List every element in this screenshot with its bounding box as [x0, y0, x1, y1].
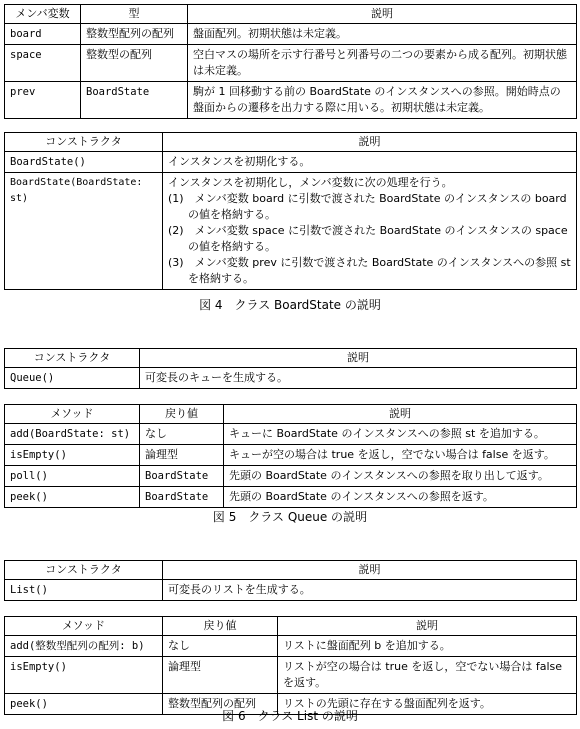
list-method-table [4, 616, 577, 715]
method-return: 整数型配列の配列 [163, 694, 278, 715]
table-header-row [5, 405, 577, 424]
method-return: BoardState [140, 466, 224, 487]
table-header-row [5, 349, 577, 368]
column-header: コンストラクタ [5, 349, 140, 368]
method-name: isEmpty() [5, 445, 140, 466]
table-row [5, 173, 577, 290]
table-row [5, 424, 577, 445]
table-row [5, 445, 577, 466]
queue-method-table [4, 404, 577, 508]
constructor-name: BoardState() [5, 152, 163, 173]
table-row [5, 466, 577, 487]
list-item: (1) メンバ変数 board に引数で渡された BoardState のインスタンスの board の値を格納する。 [168, 192, 567, 221]
column-header: 説明 [163, 561, 577, 580]
method-description: 先頭の BoardState のインスタンスへの参照を取り出して返す。 [224, 466, 577, 487]
constructor-description: インスタンスを初期化し，メンバ変数に次の処理を行う。 [168, 176, 453, 189]
method-description: 先頭の BoardState のインスタンスへの参照を返す。 [224, 487, 577, 508]
constructor-description-cell [163, 173, 577, 290]
column-header: 戻り値 [163, 617, 278, 636]
column-header: メンバ変数 [5, 5, 81, 24]
constructor-description: 可変長のリストを生成する。 [163, 580, 577, 601]
table-row [5, 24, 577, 45]
column-header: 型 [81, 5, 188, 24]
member-name: prev [5, 82, 81, 119]
method-name: peek() [5, 487, 140, 508]
figure-caption: 図 5 クラス Queue の説明 [212, 510, 368, 524]
method-name: isEmpty() [5, 657, 163, 694]
member-type: 整数型の配列 [81, 45, 188, 82]
method-name: poll() [5, 466, 140, 487]
member-description: 空白マスの場所を示す行番号と列番号の二つの要素から成る配列。初期状態は未定義。 [188, 45, 577, 82]
column-header: コンストラクタ [5, 133, 163, 152]
table-header-row [5, 617, 577, 636]
column-header: 説明 [224, 405, 577, 424]
method-return: 論理型 [163, 657, 278, 694]
boardstate-constructor-table [4, 132, 577, 290]
method-name: peek() [5, 694, 163, 715]
member-type: 整数型配列の配列 [81, 24, 188, 45]
method-description: キューが空の場合は true を返し，空でない場合は false を返す。 [224, 445, 577, 466]
column-header: メソッド [5, 617, 163, 636]
table-row [5, 657, 577, 694]
boardstate-member-table [4, 4, 577, 119]
figure-caption: 図 4 クラス BoardState の説明 [199, 298, 381, 312]
constructor-description: 可変長のキューを生成する。 [140, 368, 577, 389]
column-header: コンストラクタ [5, 561, 163, 580]
table-row [5, 636, 577, 657]
member-name: board [5, 24, 81, 45]
list-item: (2) メンバ変数 space に引数で渡された BoardState のインスタンスの space の値を格納する。 [168, 224, 568, 253]
constructor-name: List() [5, 580, 163, 601]
method-return: なし [140, 424, 224, 445]
column-header: メソッド [5, 405, 140, 424]
method-description: キューに BoardState のインスタンスへの参照 st を追加する。 [224, 424, 577, 445]
table-row [5, 368, 577, 389]
method-description: リストが空の場合は true を返し，空でない場合は false を返す。 [278, 657, 577, 694]
constructor-name: BoardState(BoardState: st) [5, 173, 163, 290]
list-constructor-table [4, 560, 577, 601]
column-header: 説明 [188, 5, 577, 24]
constructor-name: Queue() [5, 368, 140, 389]
method-name: add(BoardState: st) [5, 424, 140, 445]
table-row [5, 82, 577, 119]
table-row [5, 152, 577, 173]
queue-constructor-table [4, 348, 577, 389]
table-row [5, 580, 577, 601]
method-return: 論理型 [140, 445, 224, 466]
column-header: 戻り値 [140, 405, 224, 424]
table-row [5, 487, 577, 508]
method-description: リストの先頭に存在する盤面配列を返す。 [278, 694, 577, 715]
method-name: add(整数型配列の配列: b) [5, 636, 163, 657]
table-header-row [5, 5, 577, 24]
column-header: 説明 [163, 133, 577, 152]
member-type: BoardState [81, 82, 188, 119]
process-list [168, 191, 571, 287]
table-row [5, 45, 577, 82]
table-header-row [5, 133, 577, 152]
list-item: (3) メンバ変数 prev に引数で渡された BoardState のインスタンスへの参照 st を格納する。 [168, 256, 571, 285]
member-description: 盤面配列。初期状態は未定義。 [188, 24, 577, 45]
column-header: 説明 [278, 617, 577, 636]
method-description: リストに盤面配列 b を追加する。 [278, 636, 577, 657]
member-name: space [5, 45, 81, 82]
method-return: なし [163, 636, 278, 657]
method-return: BoardState [140, 487, 224, 508]
member-description: 駒が 1 回移動する前の BoardState のインスタンスへの参照。開始時点の盤面からの遷移を出力する際に用いる。初期状態は未定義。 [188, 82, 577, 119]
column-header: 説明 [140, 349, 577, 368]
figure-caption: 図 6 クラス List の説明 [222, 709, 358, 723]
table-header-row [5, 561, 577, 580]
constructor-description: インスタンスを初期化する。 [163, 152, 577, 173]
